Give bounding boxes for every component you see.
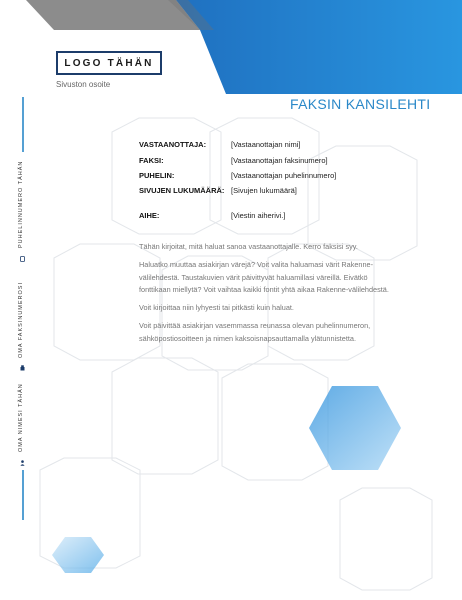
sidebar-phone[interactable]: PUHELINNUMERO TÄHÄN <box>18 160 24 248</box>
body-paragraph-4-line-1: Voit päivittää asiakirjan vasemmassa reunassa olevan puhelinnumeron, <box>139 321 371 330</box>
phone-label: PUHELIN: <box>139 171 175 180</box>
recipient-value[interactable]: [Vastaanottajan nimi] <box>231 140 301 149</box>
phone-icon <box>20 256 25 262</box>
blue-hexagon-large <box>309 386 401 470</box>
sidebar-fax[interactable]: OMA FAKSINUMEROSI <box>18 282 24 358</box>
page-count-value[interactable]: [Sivujen lukumäärä] <box>231 186 297 195</box>
recipient-label: VASTAANOTTAJA: <box>139 140 207 149</box>
logo-placeholder[interactable] <box>56 51 162 75</box>
phone-value[interactable]: [Vastaanottajan puhelinnumero] <box>231 171 337 180</box>
body-paragraph-2-line-3: fonttikaan miellytä? Voit vaihtaa kaikki fontit yhtä aikaa Rakenne-välilehdestä. <box>139 285 389 294</box>
body-paragraph-4-line-2: sähköpostiosoitteen ja nimen kaksoisnapsauttamalla ylätunnistetta. <box>139 333 357 343</box>
fax-value[interactable]: [Vastaanottajan faksinumero] <box>231 156 328 165</box>
body-paragraph-1[interactable]: Tähän kirjoitat, mitä haluat sanoa vastaanottajalle. Kerro faksisi syy. <box>139 242 358 251</box>
page-title: FAKSIN KANSILEHTI <box>290 96 431 112</box>
person-icon <box>20 460 25 466</box>
page-count-label: SIVUJEN LUKUMÄÄRÄ: <box>139 186 225 195</box>
body-paragraph-4[interactable] <box>139 320 439 345</box>
header-band-blue <box>168 0 462 94</box>
body-paragraph-3[interactable]: Voit kirjoittaa niin lyhyesti tai pitkästi kuin haluat. <box>139 303 294 312</box>
subject-label: AIHE: <box>139 211 160 220</box>
subject-value[interactable]: [Viestin aiherivi.] <box>231 211 286 220</box>
body-paragraph-2[interactable] <box>139 259 439 297</box>
sidebar-name[interactable]: OMA NIMESI TÄHÄN <box>18 383 24 452</box>
fax-label: FAKSI: <box>139 156 164 165</box>
site-address[interactable]: Sivuston osoite <box>56 80 111 89</box>
fax-icon <box>20 365 25 371</box>
logo-text: LOGO TÄHÄN <box>64 57 154 69</box>
body-paragraph-2-line-2: välilehdestä. Taustakuvien värit päivittyvät haluamillasi väreillä. Eivätkö <box>139 272 368 282</box>
body-paragraph-2-line-1: Haluatko muuttaa asiakirjan värejä? Voit valita haluamasi värit Rakenne- <box>139 260 374 269</box>
